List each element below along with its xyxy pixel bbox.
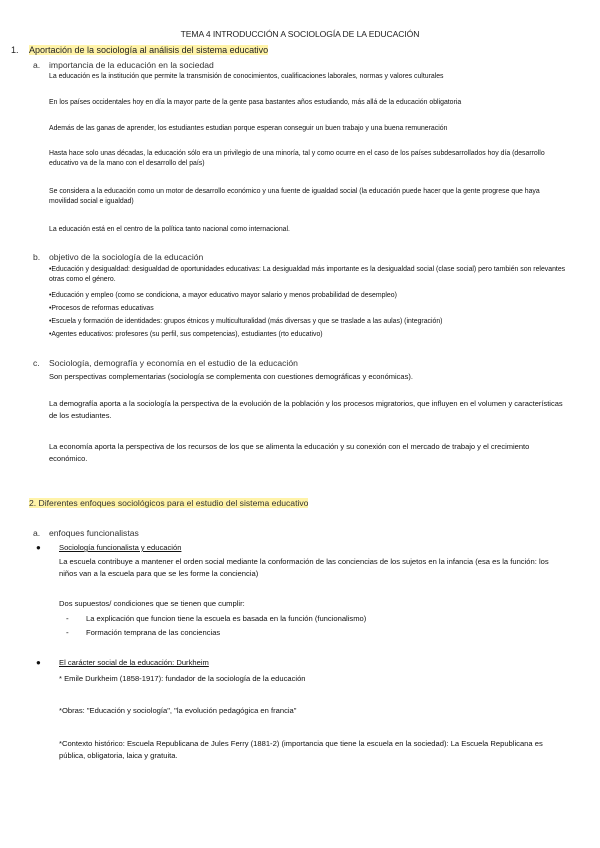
section-1-heading — [29, 45, 268, 55]
paragraph: La escuela contribuye a mantener el orden social mediante la conformación de las conciencias de los sujetos en la infancia (esa es la función: los niños van a la escuela para que se les forme la conciencia) — [59, 557, 549, 578]
paragraph: Hasta hace solo unas décadas, la educación sólo era un privilegio de una minoría, tal y como ocurre en el caso de los países subdesarrollados hoy día (desarrollo educativo va de la mano con el desarrollo del país) — [49, 150, 545, 167]
subsection-c-heading: Sociología, demografía y economía en el estudio de la educación — [49, 358, 298, 368]
subsection-c-letter: c. — [33, 358, 40, 368]
section-2-heading — [29, 498, 308, 508]
paragraph: *Obras: "Educación y sociología", "la evolución pedagógica en francia" — [59, 706, 297, 715]
dash-item: Formación temprana de las conciencias — [86, 628, 221, 637]
subsection-2a-letter: a. — [33, 528, 41, 538]
section-1-number: 1. — [11, 45, 19, 55]
list-item: •Agentes educativos: profesores (su perfil, sus competencias), estudiantes (rto educativo) — [49, 331, 323, 338]
bullet-heading-durkheim: El carácter social de la educación: Durkheim — [59, 658, 209, 667]
list-item: •Procesos de reformas educativas — [49, 305, 154, 312]
section-1-heading-text: Aportación de la sociología al análisis del sistema educativo — [29, 45, 269, 55]
dash-item: La explicación que funcion tiene la escuela es basada en la función (funcionalismo) — [86, 614, 367, 623]
subsection-b-heading: objetivo de la sociología de la educación — [49, 252, 204, 262]
paragraph: La demografía aporta a la sociología la perspectiva de la evolución de la población y los procesos migratorios, que influyen en el volumen y características de los estudiantes. — [49, 399, 563, 420]
section-2-heading-text: 2. Diferentes enfoques sociológicos para el estudio del sistema educativo — [29, 498, 309, 508]
paragraph: Se considera a la educación como un motor de desarrollo económico y una fuente de igualdad social (la educación puede hacer que la gente progrese que haya movilidad social e igualdad) — [49, 188, 540, 205]
bullet-dot: ● — [36, 658, 41, 667]
subsection-a-heading: importancia de la educación en la sociedad — [49, 60, 214, 70]
dash-marker: - — [66, 628, 69, 637]
list-item: •Educación y empleo (como se condiciona, a mayor educativo mayor salario y menos probabilidad de desempleo) — [49, 292, 397, 299]
bullet-heading-funcionalista: Sociología funcionalista y educación — [59, 543, 182, 552]
paragraph: La educación es la institución que permite la transmisión de conocimientos, cualificaciones laborales, normas y valores culturales — [49, 73, 444, 80]
paragraph: *Contexto histórico: Escuela Republicana de Jules Ferry (1881-2) (importancia que tiene la escuela en la sociedad): La Escuela Republicana es pública, obligatoria, laica y gratuita. — [59, 739, 543, 760]
dash-marker: - — [66, 614, 69, 623]
bullet-dot: ● — [36, 543, 41, 552]
paragraph: Son perspectivas complementarias (sociología se complementa con cuestiones demográficas y económicas). — [49, 372, 413, 381]
paragraph: Además de las ganas de aprender, los estudiantes estudian porque esperan conseguir un buen trabajo y una buena remuneración — [49, 125, 448, 132]
subsection-2a-heading: enfoques funcionalistas — [49, 528, 139, 538]
list-item: •Escuela y formación de identidades: grupos étnicos y multiculturalidad (más diversas y que se traslade a las aulas) (integración) — [49, 318, 443, 325]
paragraph: * Emile Durkheim (1858-1917): fundador de la sociología de la educación — [59, 674, 306, 683]
list-item: •Educación y desigualdad: desigualdad de oportunidades educativas: La desigualdad más importante es la desigualdad social (clase social) pero también son relevantes otras como el género. — [49, 266, 566, 283]
paragraph: La educación está en el centro de la política tanto nacional como internacional. — [49, 226, 290, 233]
subsection-b-letter: b. — [33, 252, 41, 262]
paragraph: La economía aporta la perspectiva de los recursos de los que se alimenta la educación y su conexión con el mercado de trabajo y el crecimiento económico. — [49, 442, 530, 463]
document-title: TEMA 4 INTRODUCCIÓN A SOCIOLOGÍA DE LA EDUCACIÓN — [180, 29, 420, 39]
subsection-a-letter: a. — [33, 60, 41, 70]
paragraph: En los países occidentales hoy en día la mayor parte de la gente pasa bastantes años estudiando, más allá de la educación obligatoria — [49, 99, 462, 106]
paragraph: Dos supuestos/ condiciones que se tienen que cumplir: — [59, 599, 245, 608]
